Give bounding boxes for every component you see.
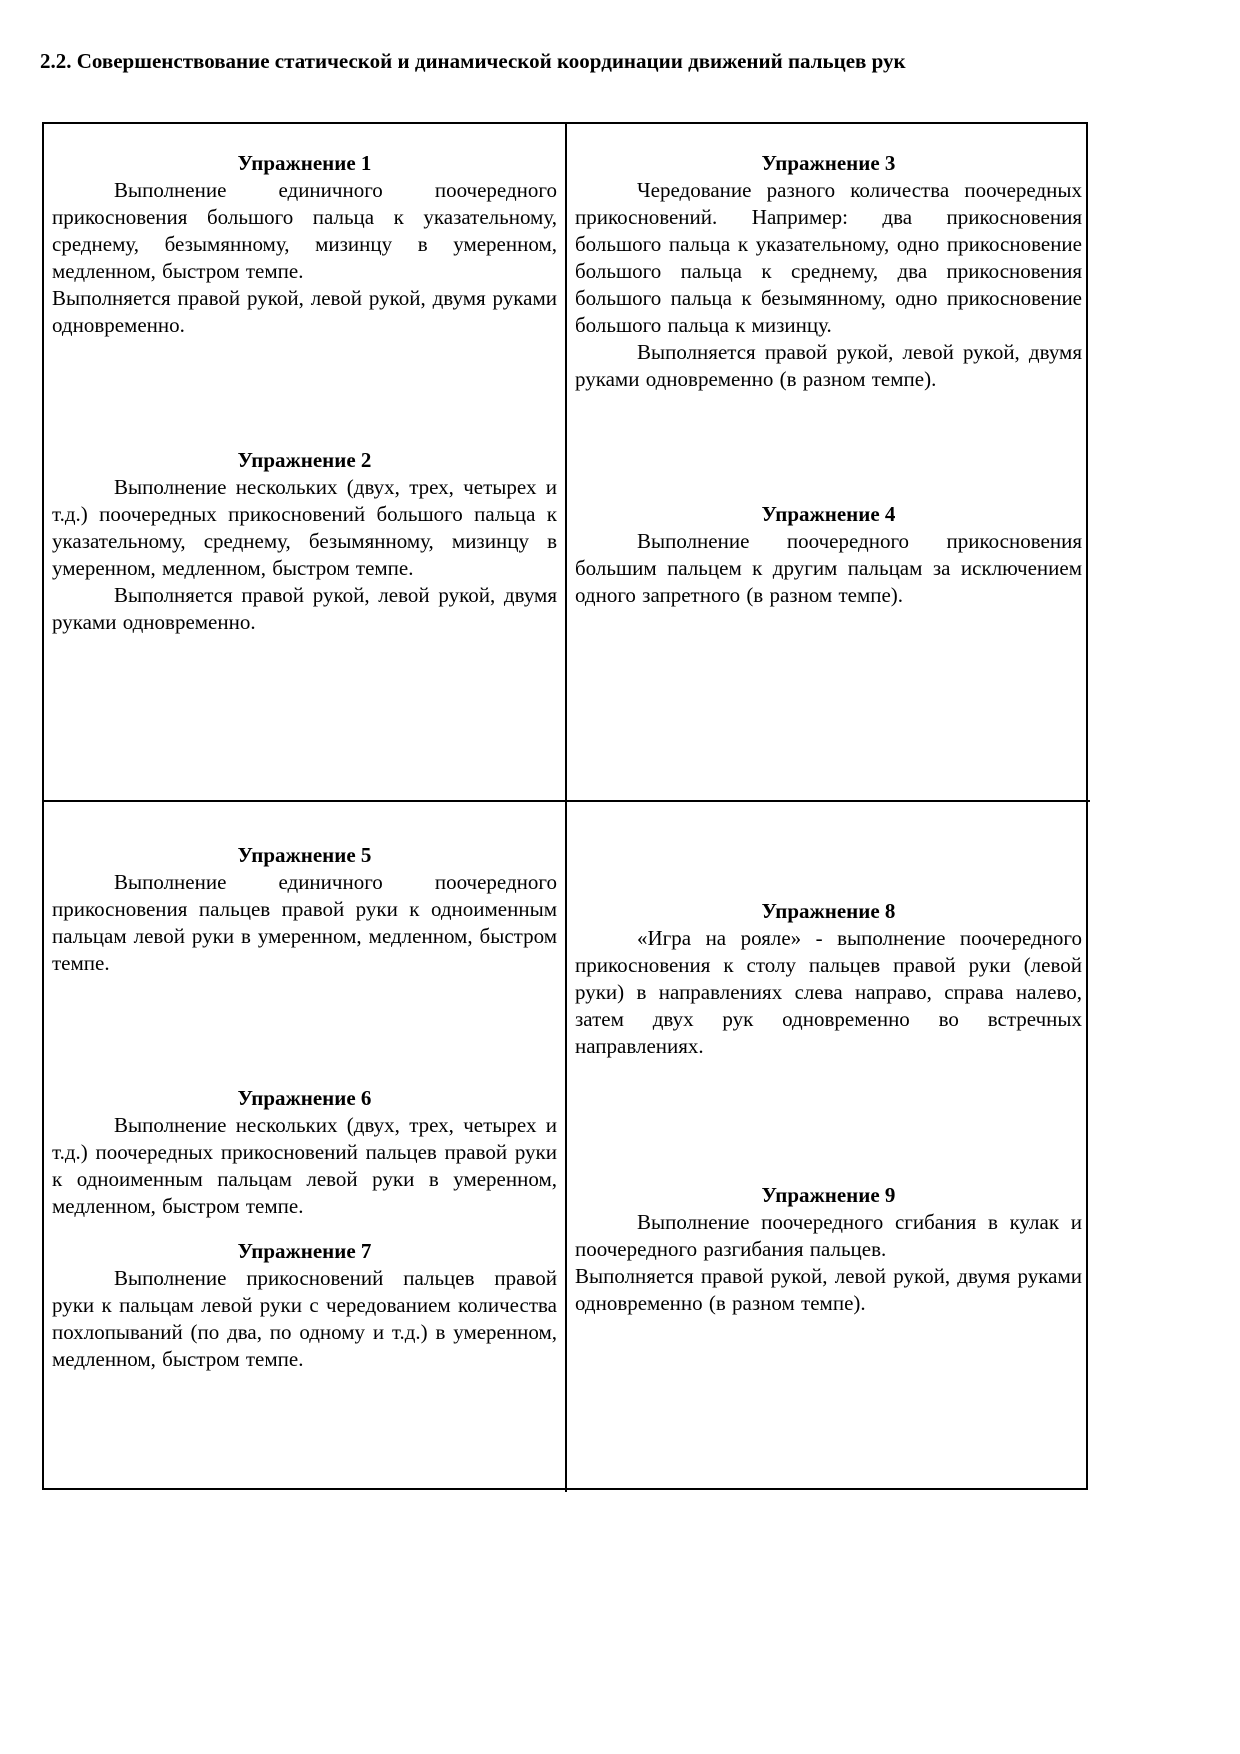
- page-title: 2.2. Совершенствование статической и динамической координации движений пальцев рук: [40, 49, 906, 73]
- exercise-5-paragraph: Выполнение единичного поочередного прикосновения пальцев правой руки к одноименным пальцам левой руки в умеренном, медленном, быстром темпе.: [52, 870, 557, 975]
- table-cell-row2-col2: [567, 802, 1090, 1492]
- exercise-5-title: Упражнение 5: [237, 843, 372, 867]
- table-cell-row1-col1: [44, 124, 567, 802]
- exercise-3-paragraph: Чередование разного количества поочередных прикосновений. Например: два прикосновения большого пальца к указательному, одно прикосновение большого пальца к среднему, два прикосновения большого пальца к безымянному, одно прикосновение большого пальца к мизинцу.: [575, 178, 1082, 337]
- exercise-9-paragraph: Выполняется правой рукой, левой рукой, двумя руками одновременно (в разном темпе).: [575, 1264, 1082, 1315]
- exercise-1-title: Упражнение 1: [237, 151, 372, 175]
- exercise-table: [42, 122, 1088, 1490]
- exercise-6-title: Упражнение 6: [237, 1086, 372, 1110]
- exercise-2-paragraph: Выполнение нескольких (двух, трех, четырех и т.д.) поочередных прикосновений большого пальца к указательному, среднему, безымянному, мизинцу в умеренном, медленном, быстром темпе.: [52, 475, 557, 580]
- table-cell-row2-col1: [44, 802, 567, 1492]
- exercise-8-title: Упражнение 8: [761, 899, 896, 923]
- exercise-1-paragraph: Выполняется правой рукой, левой рукой, двумя руками одновременно.: [52, 286, 557, 337]
- exercise-8-paragraph: «Игра на рояле» - выполнение поочередного прикосновения к столу пальцев правой руки (левой руки) в направлениях слева направо, справа налево, затем двух рук одновременно во встречных направлениях.: [575, 926, 1082, 1058]
- exercise-2-paragraph: Выполняется правой рукой, левой рукой, двумя руками одновременно.: [52, 583, 557, 634]
- exercise-6-paragraph: Выполнение нескольких (двух, трех, четырех и т.д.) поочередных прикосновений пальцев правой руки к одноименным пальцам левой руки в умеренном, медленном, быстром темпе.: [52, 1113, 557, 1218]
- exercise-7-paragraph: Выполнение прикосновений пальцев правой руки к пальцам левой руки с чередованием количества похлопываний (по два, по одному и т.д.) в умеренном, медленном, быстром темпе.: [52, 1266, 557, 1371]
- exercise-7-title: Упражнение 7: [237, 1239, 372, 1263]
- exercise-2-title: Упражнение 2: [237, 448, 372, 472]
- exercise-4-paragraph: Выполнение поочередного прикосновения большим пальцем к другим пальцам за исключением одного запретного (в разном темпе).: [575, 529, 1082, 607]
- exercise-4-title: Упражнение 4: [761, 502, 896, 526]
- exercise-9-title: Упражнение 9: [761, 1183, 896, 1207]
- exercise-1-paragraph: Выполнение единичного поочередного прикосновения большого пальца к указательному, среднему, безымянному, мизинцу в умеренном, медленном, быстром темпе.: [52, 178, 557, 283]
- table-cell-row1-col2: [567, 124, 1090, 802]
- exercise-3-title: Упражнение 3: [761, 151, 896, 175]
- exercise-3-paragraph: Выполняется правой рукой, левой рукой, двумя руками одновременно (в разном темпе).: [575, 340, 1082, 391]
- exercise-9-paragraph: Выполнение поочередного сгибания в кулак и поочередного разгибания пальцев.: [575, 1210, 1082, 1261]
